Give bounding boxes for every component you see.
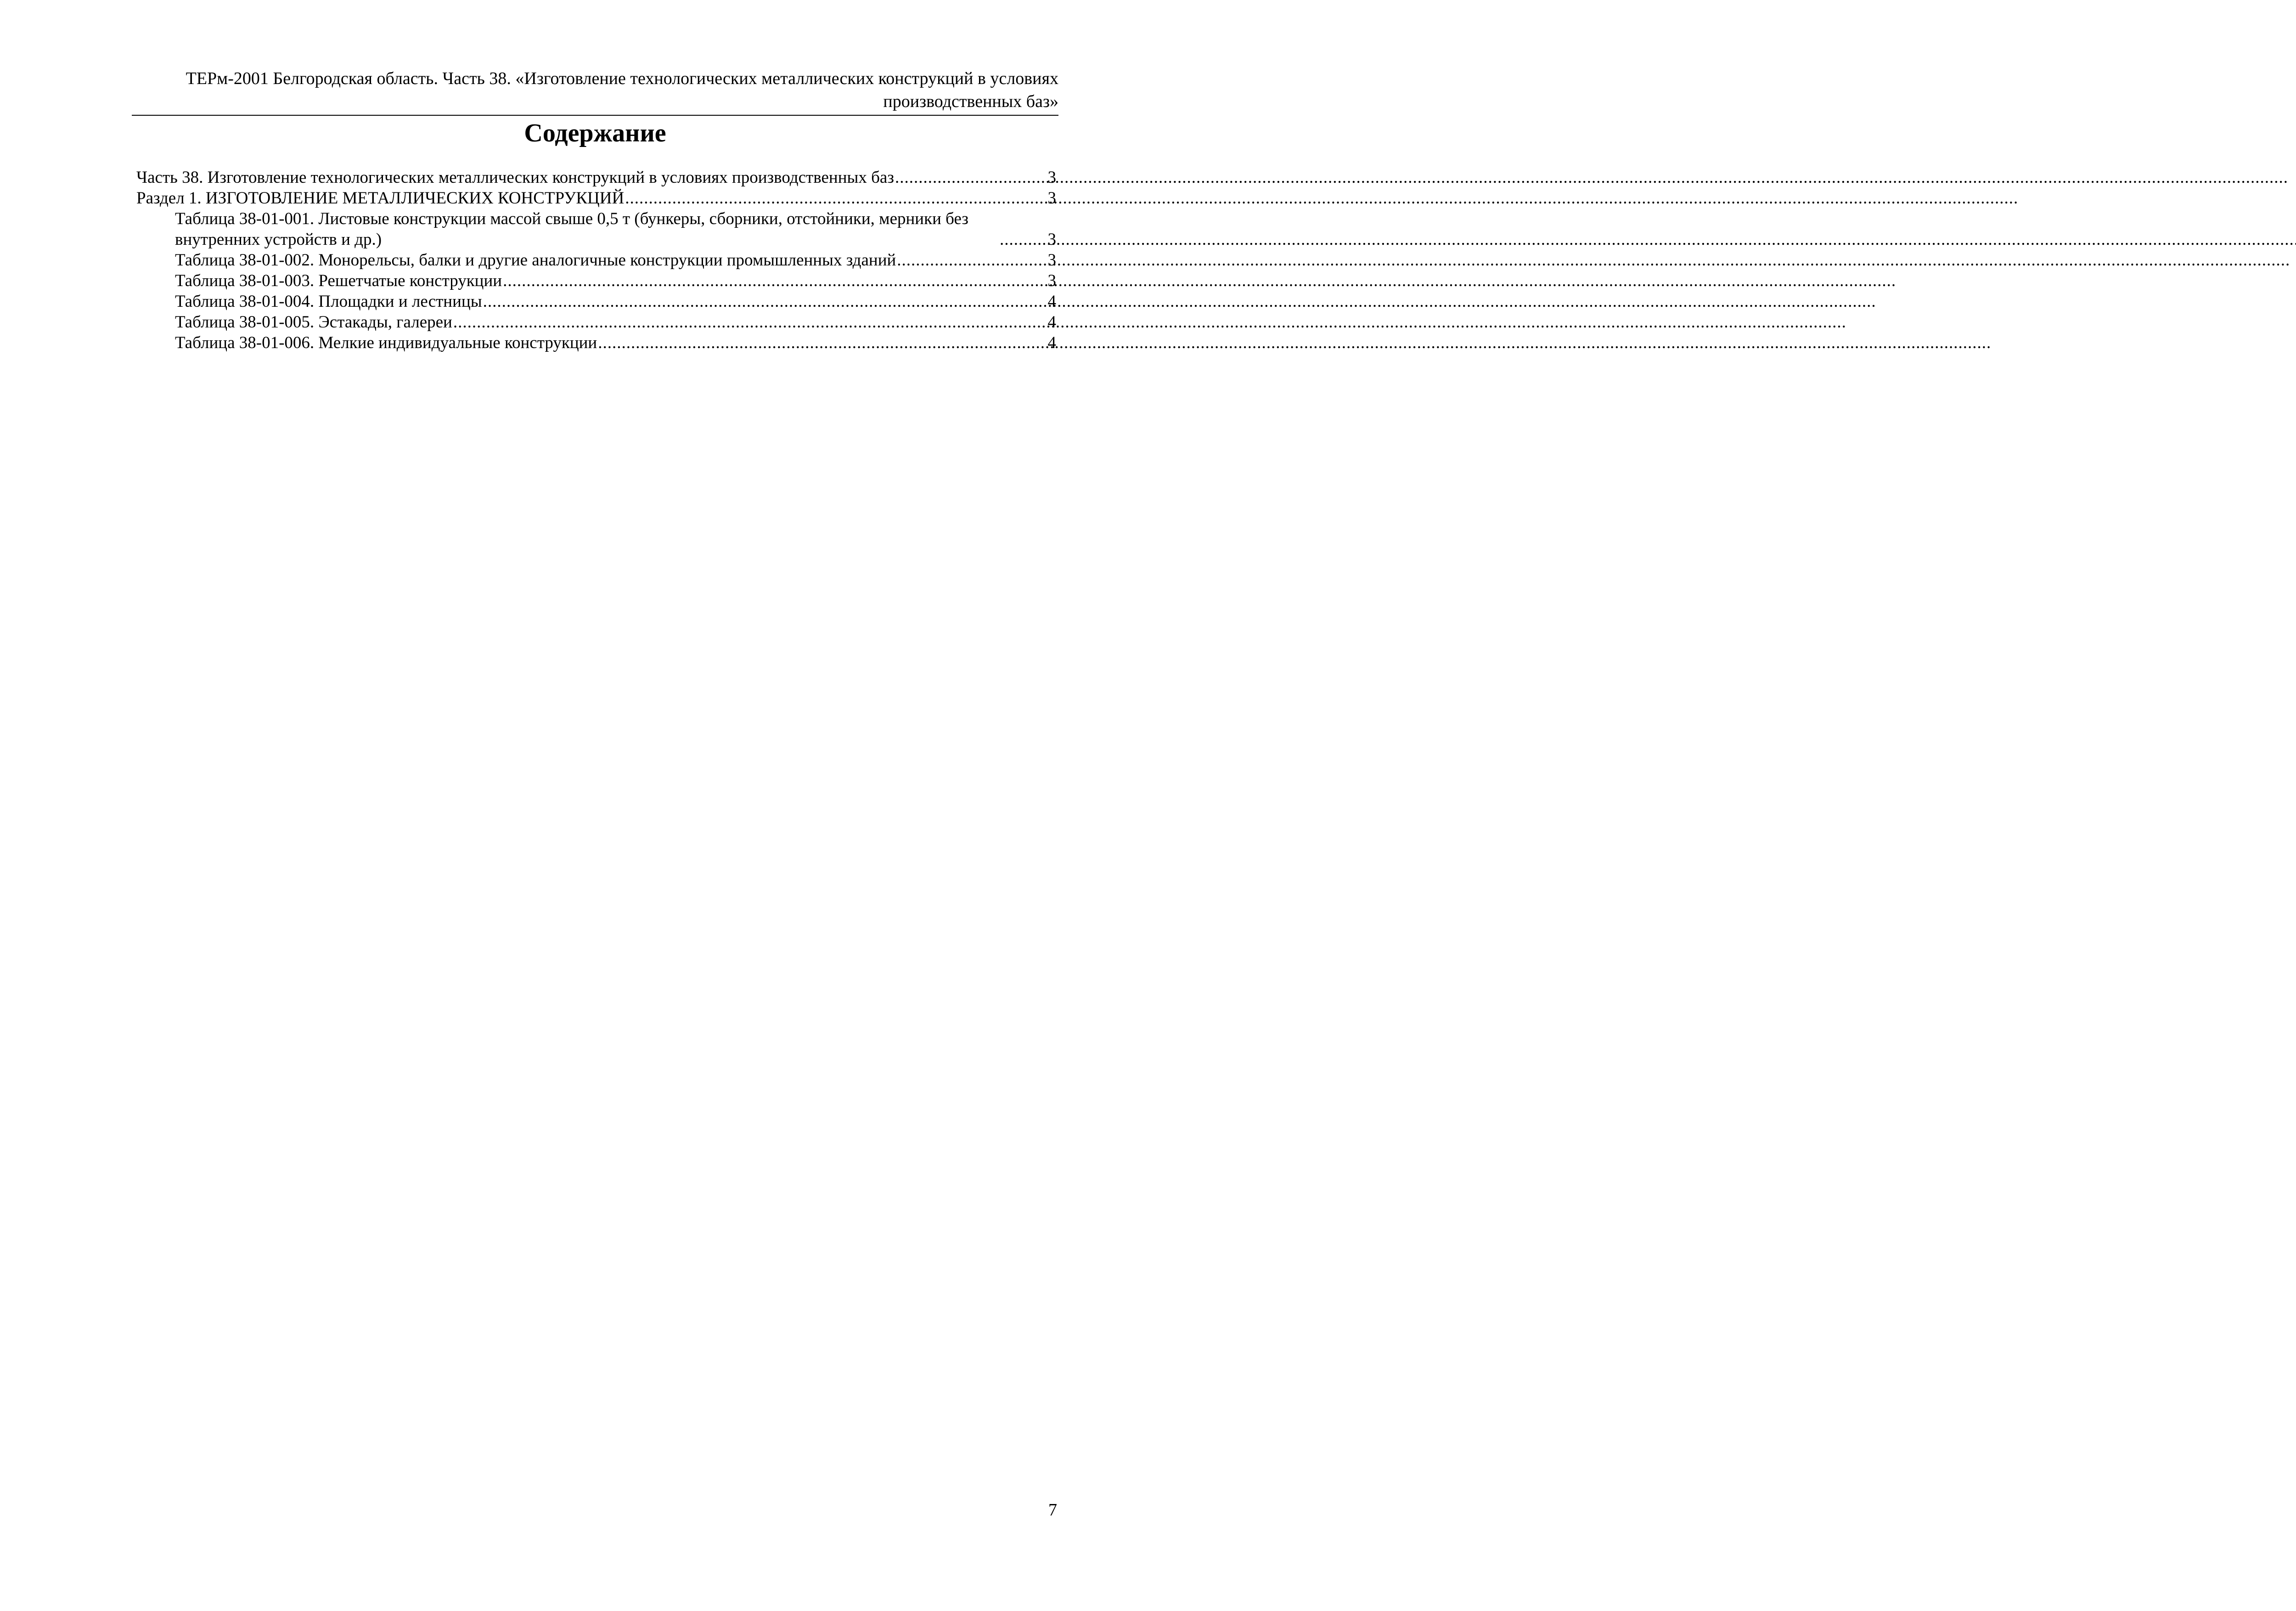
- toc-dot-leader: [625, 188, 1047, 208]
- table-of-contents: [136, 167, 1056, 353]
- page-number: 7: [1048, 1500, 1057, 1520]
- toc-entry-table-38-01-003[interactable]: [136, 270, 1056, 291]
- toc-entry-label: Таблица 38-01-003. Решетчатые конструкции: [175, 271, 502, 290]
- toc-entry-label: Таблица 38-01-005. Эстакады, галереи: [175, 313, 452, 332]
- toc-entry-label: Таблица 38-01-001. Листовые конструкции массой свыше 0,5 т (бункеры, сборники, отстойники, мерники без внутренних устройств и др.): [175, 209, 968, 249]
- toc-dot-leader: [598, 332, 1047, 353]
- toc-entry-section-1[interactable]: [136, 188, 1056, 208]
- toc-entry-page: 4: [1047, 333, 1056, 352]
- toc-entry-page: 3: [1047, 189, 1056, 208]
- toc-entry-page: 4: [1047, 313, 1056, 332]
- toc-entry-part-38[interactable]: [136, 167, 1056, 188]
- toc-entry-page: 4: [1047, 292, 1056, 311]
- running-header: ТЕРм-2001 Белгородская область. Часть 38. «Изготовление технологических металлических конструкций в условиях производственных баз»: [186, 69, 1058, 111]
- toc-entry-label: Раздел 1. ИЗГОТОВЛЕНИЕ МЕТАЛЛИЧЕСКИХ КОНСТРУКЦИЙ: [136, 189, 625, 208]
- toc-entry-label: Часть 38. Изготовление технологических металлических конструкций в условиях производственных баз: [136, 168, 894, 187]
- toc-entry-page: 3: [1047, 230, 1056, 249]
- toc-entry-table-38-01-001[interactable]: [136, 208, 1056, 250]
- toc-entry-label: Таблица 38-01-006. Мелкие индивидуальные конструкции: [175, 333, 597, 352]
- toc-entry-label: Таблица 38-01-004. Площадки и лестницы: [175, 292, 482, 311]
- toc-dot-leader: [503, 270, 1047, 291]
- toc-entry-page: 3: [1047, 271, 1056, 290]
- toc-dot-leader: [483, 291, 1047, 312]
- toc-entry-table-38-01-005[interactable]: [136, 312, 1056, 332]
- toc-title: Содержание: [524, 119, 666, 147]
- toc-entry-page: 3: [1047, 251, 1056, 270]
- toc-entry-table-38-01-004[interactable]: [136, 291, 1056, 312]
- toc-entry-table-38-01-006[interactable]: [136, 332, 1056, 353]
- toc-dot-leader: [895, 167, 1047, 188]
- toc-entry-page: 3: [1047, 168, 1056, 187]
- toc-dot-leader: [897, 250, 1047, 270]
- toc-entry-table-38-01-002[interactable]: [136, 250, 1056, 270]
- toc-dot-leader: [453, 312, 1047, 332]
- toc-entry-label: Таблица 38-01-002. Монорельсы, балки и другие аналогичные конструкции промышленных зданий: [175, 251, 896, 270]
- toc-dot-leader: [1000, 229, 1047, 250]
